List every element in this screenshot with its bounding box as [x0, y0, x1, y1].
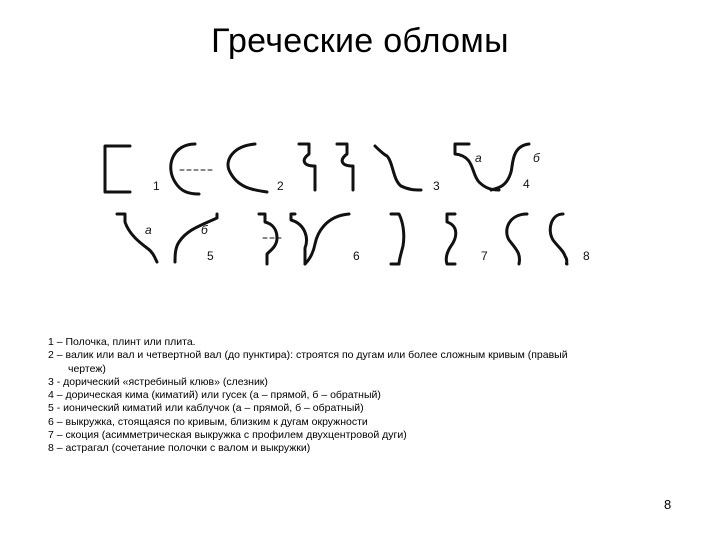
label-5: 5 — [207, 249, 214, 263]
profile-8a — [507, 214, 527, 264]
profile-3-c — [375, 146, 421, 190]
slide-title: Греческие обломы — [211, 22, 509, 60]
label-1: 1 — [153, 179, 160, 193]
label-4b: б — [533, 151, 540, 165]
profile-7b — [446, 214, 456, 264]
profile-6a — [259, 214, 277, 264]
legend-item-6: 6 – выкружка, стоящаяся по кривым, близким к дугам окружности — [48, 415, 368, 428]
profile-2-torus — [171, 144, 199, 194]
legend-item-2: 2 – валик или вал и четвертной вал (до пунктира): строятся по дугам или более сложным кривым (правый чертеж) — [48, 349, 568, 375]
legend-item-5: 5 - ионический киматий или каблучок (а – прямой, б – обратный) — [48, 402, 364, 415]
profile-8b — [550, 214, 567, 264]
label-4a: а — [475, 151, 482, 165]
profile-1-fillet — [105, 146, 130, 192]
profile-2-quarter-round — [228, 144, 267, 192]
profile-6c — [305, 214, 349, 264]
label-7: 7 — [481, 249, 488, 263]
legend-list — [48, 336, 658, 456]
legend-item-4: 4 – дорическая кима (киматий) или гусек (а – прямой, б – обратный) — [48, 389, 381, 402]
legend-item-3: 3 - дорический «ястребиный клюв» (слезник) — [48, 375, 268, 388]
label-6: 6 — [353, 249, 360, 263]
label-3: 3 — [433, 179, 440, 193]
profile-3-a — [299, 144, 315, 190]
profile-5a — [117, 214, 157, 262]
label-5b: б — [201, 223, 208, 237]
profile-3-b — [337, 144, 353, 190]
label-5a: а — [145, 223, 152, 237]
label-8: 8 — [583, 249, 590, 263]
profile-7a — [391, 214, 404, 264]
legend-item-8: 8 – астрагал (сочетание полочки с валом и выкружки) — [48, 442, 311, 455]
label-4: 4 — [523, 177, 530, 191]
legend-item-7: 7 – скоция (асимметрическая выкружка с профилем двухцентровой дуги) — [48, 429, 407, 442]
moldings-figure — [95, 130, 615, 275]
legend-item-1: 1 – Полочка, плинт или плита. — [48, 336, 196, 348]
profile-6b — [291, 214, 306, 264]
moldings-drawing — [95, 130, 615, 275]
page-number: 8 — [664, 497, 672, 512]
label-2: 2 — [277, 179, 284, 193]
